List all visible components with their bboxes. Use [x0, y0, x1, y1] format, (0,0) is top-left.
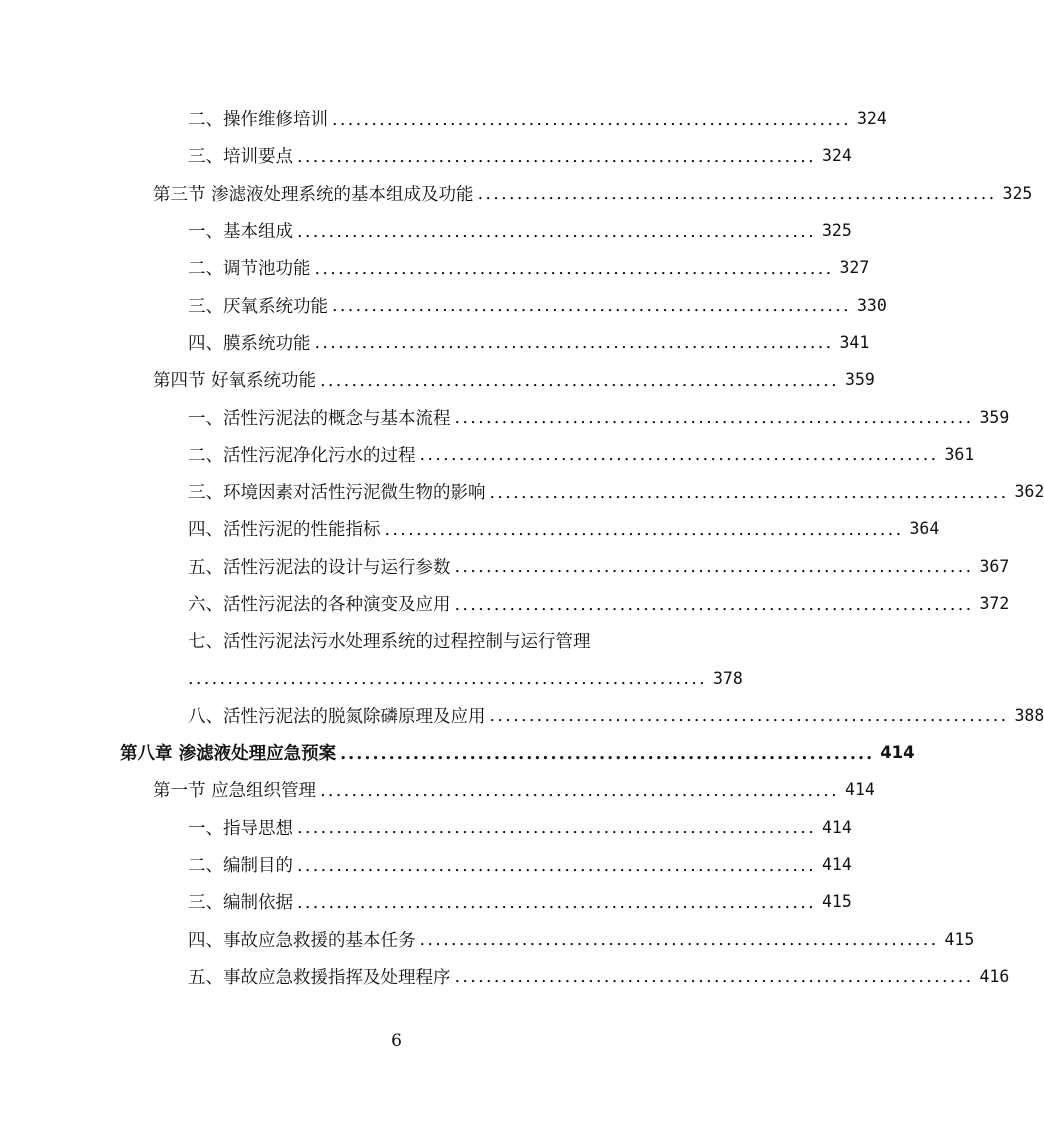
- toc-entry-label: 第四节 好氧系统功能: [153, 371, 317, 392]
- toc-entry-page: 330: [856, 295, 887, 315]
- toc-entry-page: 362: [1014, 482, 1044, 502]
- toc-entry-label: 四、活性污泥的性能指标: [188, 520, 381, 541]
- toc-entry-page: 359: [979, 407, 1010, 427]
- toc-entry-label: 二、调节池功能: [188, 259, 311, 280]
- toc-entry-label: 二、活性污泥净化污水的过程: [188, 445, 416, 466]
- toc-item-row: [0, 883, 852, 920]
- toc-entry-page: 341: [839, 332, 870, 352]
- toc-entry-page: 325: [1002, 183, 1033, 203]
- toc-entry-page: 414: [845, 780, 875, 800]
- dot-leader: ..................................................................: [320, 780, 840, 801]
- toc-entry-page: 378: [712, 668, 743, 688]
- toc-entry-page: 388: [1014, 705, 1044, 725]
- toc-item-row: [0, 137, 852, 174]
- toc-section-row: [0, 771, 875, 808]
- toc-entry-label: 八、活性污泥法的脱氮除磷原理及应用: [188, 706, 486, 727]
- dot-leader: ..................................................................: [419, 445, 939, 466]
- toc-entry-label: 二、操作维修培训: [188, 110, 328, 131]
- toc-entry-page: 415: [944, 929, 975, 949]
- toc-entry-page: 415: [821, 892, 852, 912]
- dot-leader: ..................................................................: [314, 258, 834, 279]
- toc-entry-page: 416: [979, 966, 1010, 986]
- toc-item-row: [0, 659, 743, 696]
- dot-leader: ..................................................................: [188, 669, 707, 690]
- toc-item-row: [0, 286, 887, 323]
- dot-leader: ..................................................................: [477, 184, 997, 205]
- toc-entry-page: 364: [909, 519, 940, 539]
- toc-entry-label: 一、基本组成: [188, 222, 293, 243]
- toc-entry-label: 三、环境因素对活性污泥微生物的影响: [188, 483, 486, 504]
- page-number: 6: [391, 1031, 402, 1051]
- dot-leader: ..................................................................: [340, 743, 875, 764]
- toc-entry-label: 一、指导思想: [188, 818, 293, 839]
- dot-leader: ..................................................................: [454, 408, 974, 429]
- toc-entry-label: 三、培训要点: [188, 147, 293, 168]
- table-of-contents: [0, 100, 1044, 995]
- toc-entry-page: 361: [944, 444, 975, 464]
- toc-entry-page: 327: [839, 258, 870, 278]
- dot-leader: ..................................................................: [297, 221, 816, 242]
- toc-entry-label: 三、编制依据: [188, 893, 293, 914]
- dot-leader: ..................................................................: [297, 146, 816, 167]
- toc-item-row: [0, 324, 870, 361]
- toc-entry-label: 第一节 应急组织管理: [153, 781, 317, 802]
- dot-leader: ..................................................................: [332, 109, 851, 130]
- toc-entry-label: 第八章 渗滤液处理应急预案: [120, 744, 337, 765]
- toc-item-row: [0, 212, 852, 249]
- dot-leader: ..................................................................: [297, 892, 816, 913]
- toc-item-row: [0, 958, 1010, 995]
- dot-leader: ..................................................................: [489, 706, 1009, 727]
- toc-item-row: [0, 697, 1044, 734]
- toc-entry-label: 七、活性污泥法污水处理系统的过程控制与运行管理: [188, 632, 591, 653]
- toc-item-row: [0, 436, 975, 473]
- toc-section-row: [0, 361, 875, 398]
- toc-entry-page: 359: [845, 370, 875, 390]
- toc-item-row: [0, 548, 1010, 585]
- dot-leader: ..................................................................: [297, 818, 816, 839]
- toc-item-row: [0, 100, 887, 137]
- dot-leader: ..................................................................: [384, 519, 904, 540]
- toc-entry-label: 五、事故应急救援指挥及处理程序: [188, 967, 451, 988]
- toc-entry-label: 五、活性污泥法的设计与运行参数: [188, 557, 451, 578]
- toc-chapter-row: [0, 734, 915, 771]
- toc-entry-page: 372: [979, 594, 1010, 613]
- toc-item-row: [0, 398, 1010, 435]
- toc-item-row: [0, 249, 870, 286]
- toc-item-row: [0, 921, 975, 958]
- toc-entry-label: 二、编制目的: [188, 856, 293, 877]
- dot-leader: ..................................................................: [454, 594, 974, 615]
- toc-entry-label: 一、活性污泥法的概念与基本流程: [188, 408, 451, 429]
- dot-leader: ..................................................................: [454, 557, 974, 578]
- toc-section-row: [0, 175, 1033, 212]
- toc-entry-page: 324: [856, 109, 887, 129]
- toc-entry-page: 324: [821, 146, 852, 166]
- toc-item-row: [0, 622, 672, 659]
- toc-entry-label: 三、厌氧系统功能: [188, 296, 328, 317]
- toc-entry-label: 六、活性污泥法的各种演变及应用: [188, 595, 451, 615]
- dot-leader: ..................................................................: [489, 482, 1009, 503]
- toc-entry-label: 四、膜系统功能: [188, 333, 311, 354]
- toc-item-row: [0, 809, 852, 846]
- dot-leader: ..................................................................: [332, 296, 851, 317]
- toc-entry-page: 414: [821, 817, 852, 837]
- dot-leader: ..................................................................: [297, 855, 816, 876]
- dot-leader: ..................................................................: [314, 333, 834, 354]
- dot-leader: ..................................................................: [419, 930, 939, 951]
- toc-entry-page: 367: [979, 556, 1010, 576]
- toc-entry-label: 四、事故应急救援的基本任务: [188, 930, 416, 951]
- toc-item-row: [0, 846, 852, 883]
- toc-item-row: [0, 473, 1044, 510]
- toc-item-row: [0, 585, 1010, 622]
- dot-leader: ..................................................................: [320, 370, 840, 391]
- toc-item-row: [0, 510, 940, 547]
- toc-entry-page: 325: [821, 221, 852, 241]
- toc-entry-label: 第三节 渗滤液处理系统的基本组成及功能: [153, 184, 474, 205]
- toc-entry-page: 414: [880, 743, 915, 763]
- dot-leader: ..................................................................: [454, 967, 974, 988]
- toc-entry-page: 414: [821, 855, 852, 875]
